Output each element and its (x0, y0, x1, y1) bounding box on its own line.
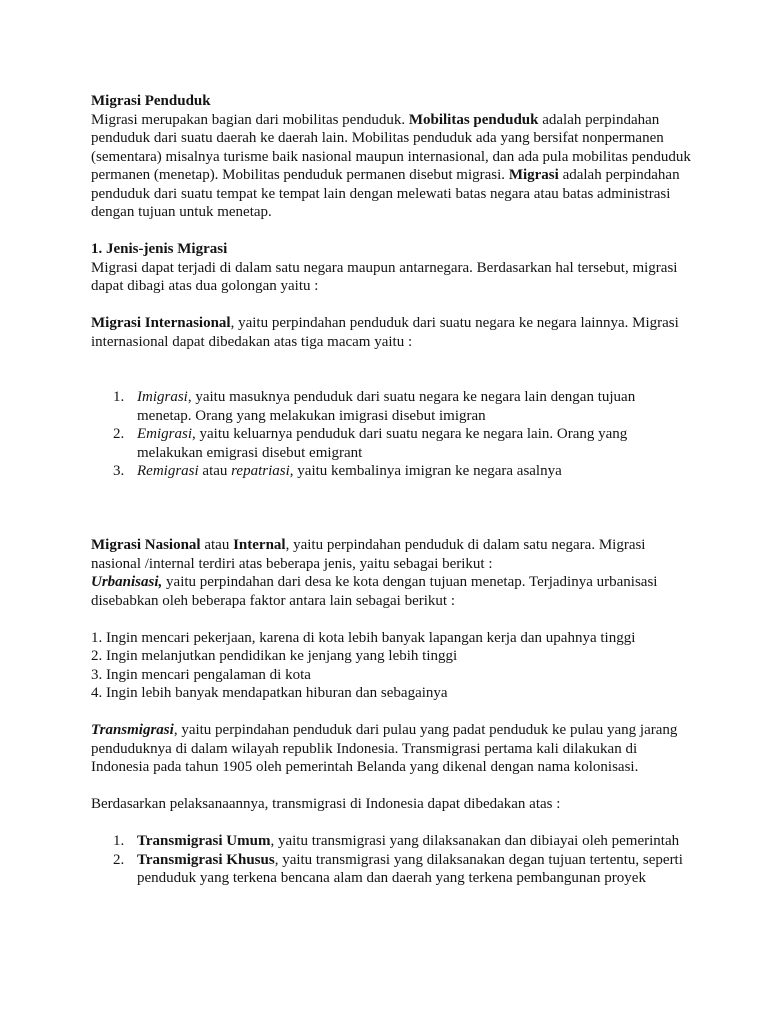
text-run: Urbanisasi, (91, 574, 163, 590)
list-item (91, 832, 691, 851)
list-item-body (137, 462, 691, 481)
text-run: , yaitu transmigrasi yang dilaksanakan dan dibiayai oleh pemerintah (270, 833, 680, 849)
blank-line-spacer (91, 296, 691, 315)
plain-list-item: 1. Ingin mencari pekerjaan, karena di kota lebih banyak lapangan kerja dan upahnya tinggi (91, 629, 636, 646)
list-item (91, 851, 691, 888)
text-run: 1. Jenis-jenis Migrasi (91, 241, 228, 257)
text-run: , yaitu perpindahan penduduk dari pulau yang padat penduduk ke pulau yang jarang penduduknya di dalam wilayah republik Indonesia. Transmigrasi pertama kali dilakukan di Indonesia pada tahun 1905 oleh pemerintah Belanda yang dikenal dengan nama kolonisasi. (91, 722, 678, 775)
text-run: Transmigrasi Khusus (137, 851, 275, 868)
urbanisasi-paragraph (91, 573, 691, 610)
blank-line-spacer (91, 222, 691, 241)
text-run: Imigrasi (137, 389, 188, 405)
blank-line-spacer (91, 481, 691, 537)
text-run: atau (200, 537, 234, 553)
text-run: Migrasi Penduduk (91, 93, 211, 109)
list-item-number: 1. (113, 389, 125, 405)
text-run: yaitu perpindahan dari desa ke kota dengan tujuan menetap. Terjadinya urbanisasi disebabkan oleh beberapa faktor antara lain sebagai berikut : (91, 574, 658, 609)
transmigrasi-paragraph (91, 721, 691, 777)
plain-list-item: 2. Ingin melanjutkan pendidikan ke jenjang yang lebih tinggi (91, 648, 458, 664)
text-run: adalah perpindahan penduduk dari suatu tempat ke tempat lain dengan melewati batas negara atau batas administrasi dengan tujuan untuk menetap. (91, 167, 680, 220)
list-item (91, 388, 691, 425)
text-run: adalah perpindahan penduduk dari suatu daerah ke daerah lain. Mobilitas penduduk ada yang bersifat nonpermanen (sementara) misalnya turisme baik nasional maupun internasional, dan ada pula mobilitas penduduk permanen (menetap). Mobilitas penduduk permanen disebut migrasi. (91, 111, 691, 183)
list-item-body (137, 388, 691, 425)
list-item-number: 2. (113, 851, 125, 868)
blank-line-spacer (91, 703, 691, 722)
jenis-migrasi-paragraph (91, 259, 691, 296)
text-run: , yaitu kembalinya imigran ke negara asalnya (289, 463, 562, 479)
text-run: Remigrasi (137, 463, 199, 479)
transmigrasi-list (91, 832, 691, 888)
list-item-number: 2. (113, 426, 125, 442)
migrasi-nasional-paragraph (91, 536, 691, 573)
text-run: Migrasi Internasional (91, 315, 231, 331)
plain-list-item: 3. Ingin mencari pengalaman di kota (91, 666, 311, 683)
text-run: , yaitu perpindahan penduduk dari suatu negara ke negara lainnya. Migrasi internasional dapat dibedakan atas tiga macam yaitu : (91, 315, 679, 350)
list-item (91, 462, 691, 481)
text-run: Transmigrasi (91, 722, 174, 738)
list-item-number: 3. (113, 463, 125, 479)
migrasi-internasional-list (91, 388, 691, 481)
list-item-number: 1. (113, 833, 125, 849)
list-item (91, 425, 691, 462)
transmigrasi-intro-paragraph (91, 795, 691, 814)
list-item-body (137, 425, 691, 462)
blank-line-spacer (91, 610, 691, 629)
text-run: , yaitu keluarnya penduduk dari suatu negara ke negara lain. Orang yang melakukan emigrasi disebut emigrant (137, 426, 628, 461)
text-run: Migrasi dapat terjadi di dalam satu negara maupun antarnegara. Berdasarkan hal tersebut, migrasi dapat dibagi atas dua golongan yaitu : (91, 259, 678, 294)
text-run: , yaitu perpindahan penduduk di dalam satu negara. Migrasi nasional /internal terdiri atas beberapa jenis, yaitu sebagai berikut : (91, 537, 646, 572)
blank-line-spacer (91, 814, 691, 833)
intro-paragraph (91, 111, 691, 222)
text-run: Internal (233, 537, 286, 553)
list-item-body (137, 832, 691, 851)
text-run: Migrasi (508, 167, 559, 183)
plain-list-item: 4. Ingin lebih banyak mendapatkan hiburan dan sebagainya (91, 685, 448, 701)
blank-line-spacer (91, 351, 691, 388)
text-run: repatriasi (231, 463, 290, 479)
text-run: , yaitu transmigrasi yang dilaksanakan degan tujuan tertentu, seperti penduduk yang terkena bencana alam dan daerah yang terkena pembangunan proyek (137, 851, 683, 886)
text-run: Migrasi merupakan bagian dari mobilitas penduduk. (91, 111, 409, 128)
text-run: Berdasarkan pelaksanaannya, transmigrasi di Indonesia dapat dibedakan atas : (91, 796, 561, 812)
text-run: Emigrasi (137, 426, 193, 442)
text-run: Transmigrasi Umum (137, 833, 271, 849)
text-run: , yaitu masuknya penduduk dari suatu negara ke negara lain dengan tujuan menetap. Orang yang melakukan imigrasi disebut imigran (137, 389, 636, 424)
blank-line-spacer (91, 777, 691, 796)
migrasi-internasional-paragraph (91, 314, 691, 351)
section-heading-jenis-migrasi (91, 240, 691, 259)
doc-title (91, 92, 691, 111)
list-item-body (137, 851, 691, 888)
text-run: Mobilitas penduduk (408, 111, 539, 128)
text-run: Migrasi Nasional (91, 537, 201, 553)
text-run: atau (198, 463, 232, 479)
